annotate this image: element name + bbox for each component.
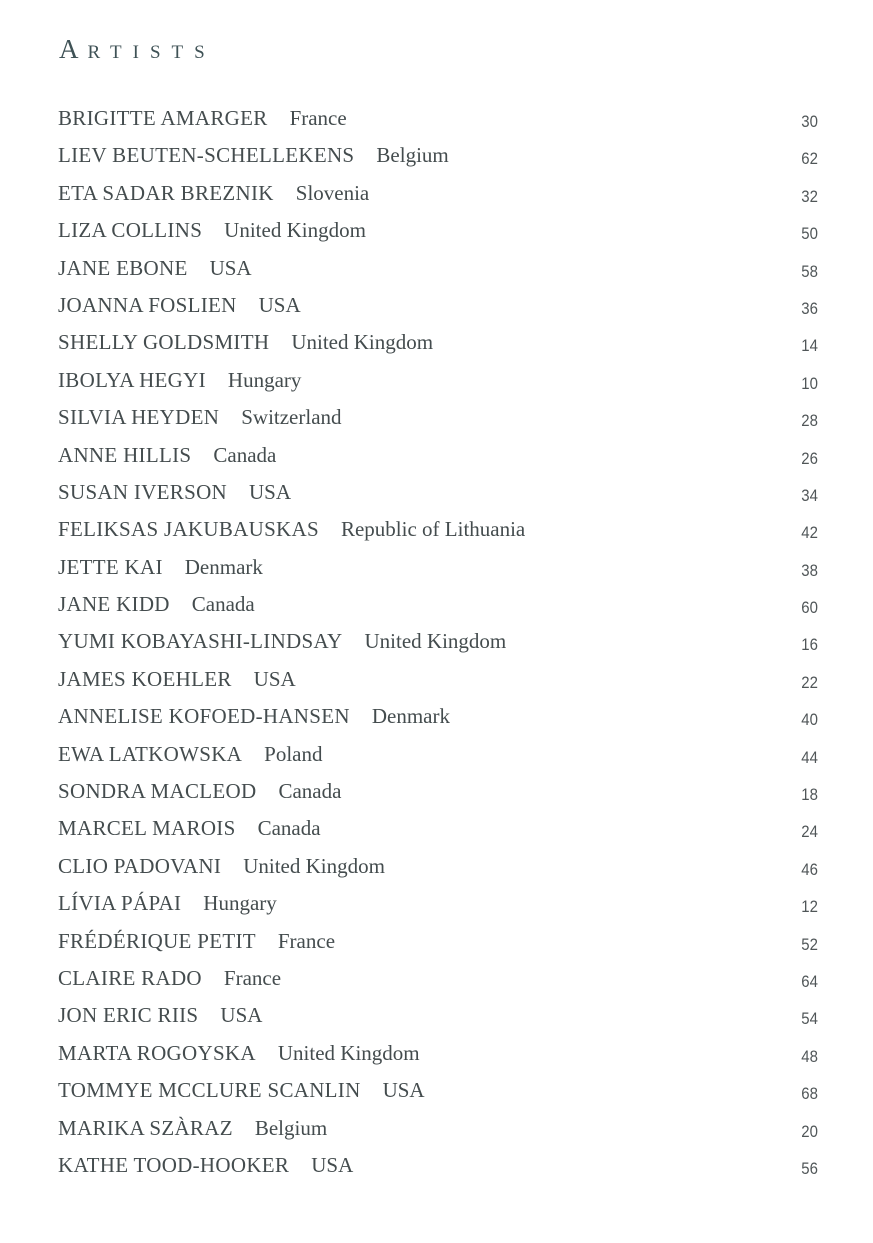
page-number: 34 — [801, 485, 818, 505]
artist-name: MARCEL MAROIS — [58, 816, 236, 841]
artist-name: BRIGITTE AMARGER — [58, 106, 268, 130]
artist-entry — [58, 1153, 353, 1178]
artist-country: Republic of Lithuania — [340, 517, 526, 542]
artist-name: JOANNA FOSLIEN — [58, 292, 237, 317]
page-title-initial: A — [59, 34, 88, 64]
page-number: 32 — [801, 186, 818, 206]
page-number: 10 — [801, 373, 818, 393]
page-number: 56 — [801, 1158, 818, 1178]
page-number: 22 — [801, 672, 818, 692]
artist-country: Slovenia — [295, 180, 370, 205]
page-number: 62 — [801, 149, 818, 169]
artist-entry — [58, 1078, 425, 1103]
list-item — [0, 330, 873, 367]
list-item — [0, 667, 873, 704]
page-number: 50 — [801, 224, 818, 244]
page-number: 64 — [801, 971, 818, 991]
page-number: 44 — [801, 747, 818, 767]
list-item — [0, 256, 873, 293]
artist-entry — [58, 181, 369, 206]
artist-country: Hungary — [227, 367, 302, 392]
artist-country: Belgium — [376, 143, 449, 168]
artist-country: Canada — [257, 816, 321, 841]
artist-entry — [58, 330, 433, 355]
list-item — [0, 629, 873, 666]
artist-name: LIZA COLLINS — [58, 218, 203, 243]
artist-country: Denmark — [371, 704, 450, 729]
list-item — [0, 1153, 873, 1190]
list-item — [0, 405, 873, 442]
page-number: 36 — [801, 298, 818, 318]
artist-name: SUSAN IVERSON — [58, 479, 228, 504]
artist-entry — [58, 368, 301, 393]
artist-name: LIEV BEUTEN-SCHELLEKENS — [58, 143, 355, 168]
artist-entry — [58, 480, 291, 505]
artist-entry — [58, 966, 281, 991]
list-item — [0, 106, 873, 143]
page-number: 18 — [801, 785, 818, 805]
artist-country: Canada — [213, 442, 277, 467]
artist-entry — [58, 1116, 327, 1141]
artist-name: CLIO PADOVANI — [58, 853, 222, 878]
artist-country: Poland — [264, 741, 323, 766]
artist-entry — [58, 891, 277, 916]
list-item — [0, 854, 873, 891]
artist-name: JAMES KOEHLER — [58, 666, 232, 691]
list-item — [0, 181, 873, 218]
artist-name: ANNELISE KOFOED-HANSEN — [58, 704, 350, 729]
page-number: 54 — [801, 1009, 818, 1029]
artist-entry — [58, 1041, 420, 1066]
page-title-rest: RTISTS — [87, 42, 216, 63]
artist-country: United Kingdom — [224, 218, 366, 243]
artist-entry — [58, 555, 263, 580]
artist-entry — [58, 143, 449, 168]
artist-name: MARIKA SZÀRAZ — [58, 1115, 233, 1140]
list-item — [0, 704, 873, 741]
list-item — [0, 368, 873, 405]
artist-country: Belgium — [254, 1115, 328, 1140]
artist-name: YUMI KOBAYASHI-LINDSAY — [58, 629, 343, 654]
artist-entry — [58, 293, 301, 318]
list-item — [0, 443, 873, 480]
page-number: 20 — [801, 1121, 818, 1141]
artist-name: JETTE KAI — [58, 554, 163, 579]
artist-country: USA — [253, 666, 296, 691]
page-number: 38 — [801, 560, 818, 580]
artist-entry — [58, 443, 276, 468]
artist-country: France — [223, 965, 282, 990]
artist-country: Switzerland — [241, 405, 342, 430]
artist-country: United Kingdom — [277, 1040, 420, 1065]
artist-entry — [58, 854, 385, 879]
artist-entry — [58, 742, 322, 767]
artist-entry — [58, 816, 321, 841]
page-number: 16 — [801, 635, 818, 655]
list-item — [0, 555, 873, 592]
artist-country: United Kingdom — [243, 853, 385, 878]
page-number: 46 — [801, 859, 818, 879]
list-item — [0, 816, 873, 853]
list-item — [0, 1116, 873, 1153]
artist-entry — [58, 779, 341, 804]
artist-entry — [58, 629, 506, 654]
artist-country: USA — [382, 1078, 425, 1103]
artist-entry — [58, 106, 347, 131]
artist-country: USA — [209, 255, 252, 280]
list-item — [0, 929, 873, 966]
page-number: 60 — [801, 598, 818, 618]
artist-entry — [58, 1003, 262, 1028]
artist-name: LÍVIA PÁPAI — [58, 891, 182, 916]
artist-entry — [58, 592, 255, 617]
page-number: 26 — [801, 448, 818, 468]
artist-country: USA — [311, 1152, 354, 1177]
artist-name: SONDRA MACLEOD — [58, 779, 257, 804]
list-item — [0, 293, 873, 330]
list-item — [0, 891, 873, 928]
list-item — [0, 1003, 873, 1040]
artist-country: Canada — [278, 779, 342, 804]
page-number: 68 — [801, 1084, 818, 1104]
artist-country: USA — [258, 292, 301, 317]
page-number: 42 — [801, 523, 818, 543]
page-number: 58 — [801, 261, 818, 281]
artist-entry — [58, 517, 525, 542]
artist-name: JON ERIC RIIS — [58, 1003, 199, 1028]
page-number: 24 — [801, 822, 818, 842]
artist-name: SHELLY GOLDSMITH — [58, 330, 270, 355]
artist-country: Hungary — [203, 891, 277, 916]
page-number: 52 — [801, 934, 818, 954]
artist-name: CLAIRE RADO — [58, 965, 202, 990]
list-item — [0, 779, 873, 816]
list-item — [0, 742, 873, 779]
artist-country: USA — [249, 479, 292, 504]
artist-country: Denmark — [184, 554, 263, 579]
artist-name: IBOLYA HEGYI — [58, 367, 206, 392]
page-number: 28 — [801, 411, 818, 431]
artist-name: TOMMYE MCCLURE SCANLIN — [58, 1078, 361, 1103]
artist-name: JANE EBONE — [58, 255, 188, 280]
artist-entry — [58, 218, 366, 243]
artist-name: EWA LATKOWSKA — [58, 741, 243, 766]
artist-name: SILVIA HEYDEN — [58, 405, 220, 430]
page-number: 48 — [801, 1046, 818, 1066]
artist-list — [0, 106, 873, 1190]
list-item — [0, 517, 873, 554]
artist-name: JANE KIDD — [58, 592, 170, 617]
artist-name: MARTA ROGOYSKA — [58, 1040, 256, 1065]
list-item — [0, 218, 873, 255]
artist-country: France — [289, 106, 347, 130]
artist-entry — [58, 405, 342, 430]
list-item — [0, 143, 873, 180]
list-item — [0, 592, 873, 629]
artist-name: FRÉDÉRIQUE PETIT — [58, 928, 256, 953]
page-number: 40 — [801, 710, 818, 730]
list-item — [0, 1078, 873, 1115]
artist-entry — [58, 704, 450, 729]
list-item — [0, 966, 873, 1003]
artist-country: United Kingdom — [364, 629, 507, 654]
artist-entry — [58, 667, 296, 692]
artist-country: USA — [220, 1003, 263, 1028]
artist-name: KATHE TOOD-HOOKER — [58, 1152, 290, 1177]
list-item — [0, 480, 873, 517]
artist-name: FELIKSAS JAKUBAUSKAS — [58, 517, 319, 542]
artist-country: France — [277, 928, 336, 953]
artist-name: ETA SADAR BREZNIK — [58, 180, 274, 205]
page-title — [59, 34, 216, 65]
list-item — [0, 1041, 873, 1078]
artist-name: ANNE HILLIS — [58, 442, 192, 467]
artist-entry — [58, 929, 335, 954]
artist-country: Canada — [191, 592, 255, 617]
artist-entry — [58, 256, 252, 281]
page-number: 12 — [801, 897, 818, 917]
page-number: 14 — [801, 336, 818, 356]
page-number: 30 — [801, 112, 818, 131]
artist-country: United Kingdom — [291, 330, 434, 355]
